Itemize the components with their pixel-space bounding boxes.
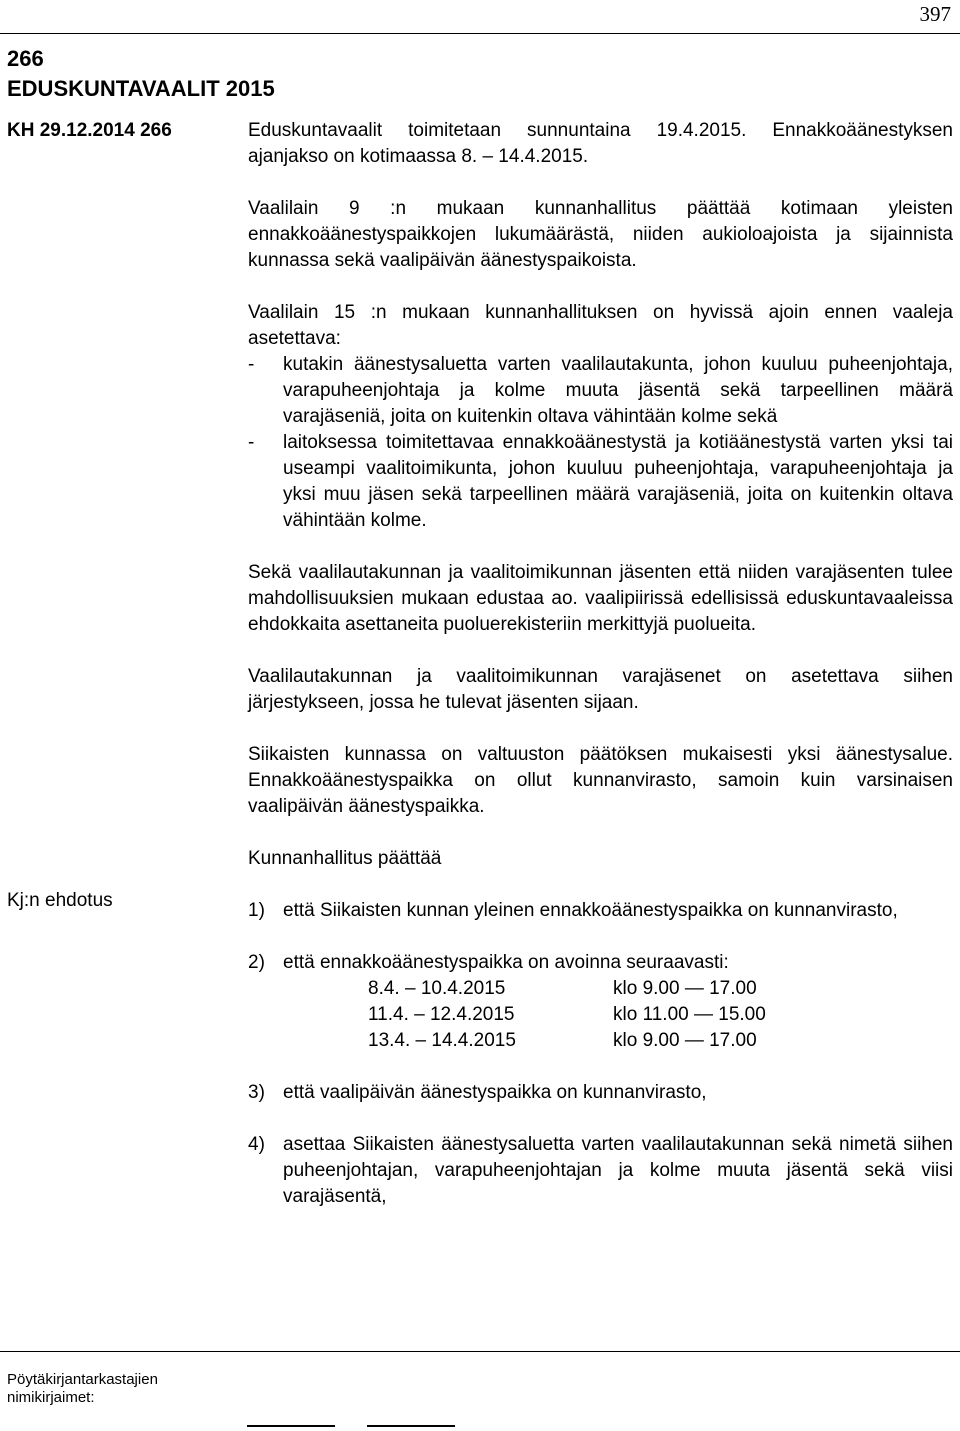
item-text: että ennakkoäänestyspaikka on avoinna seuraavasti: (283, 952, 729, 973)
item-marker: 4) (248, 1134, 265, 1155)
schedule-hours: klo 11.00 — 15.00 (613, 1004, 766, 1025)
schedule-hours: klo 9.00 — 17.00 (613, 1030, 757, 1051)
schedule-row (368, 1002, 953, 1028)
schedule-dates: 11.4. – 12.4.2015 (368, 1004, 515, 1025)
bullet-marker: - (248, 432, 255, 453)
initials-line (247, 1425, 335, 1427)
bullet-text: kutakin äänestysaluetta varten vaalilautakunta, johon kuuluu puheenjohtaja, varapuheenjohtaja ja kolme muuta jäsentä sekä tarpeellinen määrä varajäseniä, joita on kuitenkin oltava vähintään kolme sekä (283, 354, 953, 427)
bullet-marker: - (248, 354, 255, 375)
intro-paragraph: Eduskuntavaalit toimitetaan sunnuntaina 19.4.2015. Ennakkoäänestyksen ajanjakso on kotimaassa 8. – 14.4.2015. (248, 120, 953, 167)
law9-paragraph: Vaalilain 9 :n mukaan kunnanhallitus päättää kotimaan yleisten ennakkoäänestyspaikkojen lukumäärästä, niiden aukioloajoista ja sijainnista kunnassa sekä vaalipäivän äänestyspaikoista. (248, 198, 953, 271)
page-number: 397 (919, 2, 951, 26)
item-marker: 1) (248, 900, 265, 921)
signature-label-line: Pöytäkirjantarkastajien (7, 1371, 158, 1388)
initials-line (367, 1425, 455, 1427)
section-title: EDUSKUNTAVAALIT 2015 (7, 76, 275, 101)
bullet-item (248, 430, 953, 534)
document-body (248, 118, 953, 1210)
signature-label-line: nimikirjaimet: (7, 1389, 95, 1406)
proposal-heading: Kunnanhallitus päättää (248, 848, 442, 869)
item-marker: 2) (248, 952, 265, 973)
schedule-hours: klo 9.00 — 17.00 (613, 978, 757, 999)
header-rule (0, 33, 960, 34)
members-paragraph: Sekä vaalilautakunnan ja vaalitoimikunnan jäsenten että niiden varajäsenten tulee mahdollisuuksien mukaan edustaa ao. vaalipiirissä edellisissä eduskuntavaaleissa ehdokkaita asettaneita puoluerekisteriin merkittyjä puolueita. (248, 562, 953, 635)
schedule-dates: 13.4. – 14.4.2015 (368, 1030, 516, 1051)
bullet-item (248, 352, 953, 430)
schedule-row (368, 1028, 953, 1054)
siikainen-paragraph: Siikaisten kunnassa on valtuuston päätöksen mukaisesti yksi äänestysalue. Ennakkoäänestyspaikka on ollut kunnanvirasto, samoin kuin varsinaisen vaalipäivän äänestyspaikka. (248, 744, 953, 817)
opening-schedule (368, 976, 953, 1054)
item-text: että vaalipäivän äänestyspaikka on kunnanvirasto, (283, 1082, 707, 1103)
footer-rule (0, 1351, 960, 1352)
proposal-item (248, 1080, 953, 1106)
law15-paragraph: Vaalilain 15 :n mukaan kunnanhallituksen on hyvissä ajoin ennen vaaleja asetettava: (248, 302, 953, 349)
proposal-item (248, 1132, 953, 1210)
item-text: että Siikaisten kunnan yleinen ennakkoäänestyspaikka on kunnanvirasto, (283, 900, 898, 921)
schedule-dates: 8.4. – 10.4.2015 (368, 978, 506, 999)
proposal-item (248, 950, 953, 976)
kh-reference: KH 29.12.2014 266 (7, 120, 172, 141)
section-number: 266 (7, 46, 44, 71)
item-marker: 3) (248, 1082, 265, 1103)
kj-proposal-label: Kj:n ehdotus (7, 890, 113, 911)
item-text: asettaa Siikaisten äänestysaluetta varten vaalilautakunnan sekä nimetä siihen puheenjohtajan, varapuheenjohtajan ja kolme muuta jäsentä sekä viisi varajäsentä, (283, 1134, 953, 1207)
signature-label (7, 1371, 158, 1407)
deputies-paragraph: Vaalilautakunnan ja vaalitoimikunnan varajäsenet on asetettava siihen järjestykseen, jossa he tulevat jäsenten sijaan. (248, 666, 953, 713)
schedule-row (368, 976, 953, 1002)
bullet-text: laitoksessa toimitettavaa ennakkoäänestystä ja kotiäänestystä varten yksi tai useampi vaalitoimikunta, johon kuuluu puheenjohtaja, varapuheenjohtaja ja yksi muu jäsen sekä tarpeellinen määrä varajäseniä, joita on kuitenkin oltava vähintään kolme. (283, 432, 953, 531)
proposal-item (248, 898, 953, 924)
